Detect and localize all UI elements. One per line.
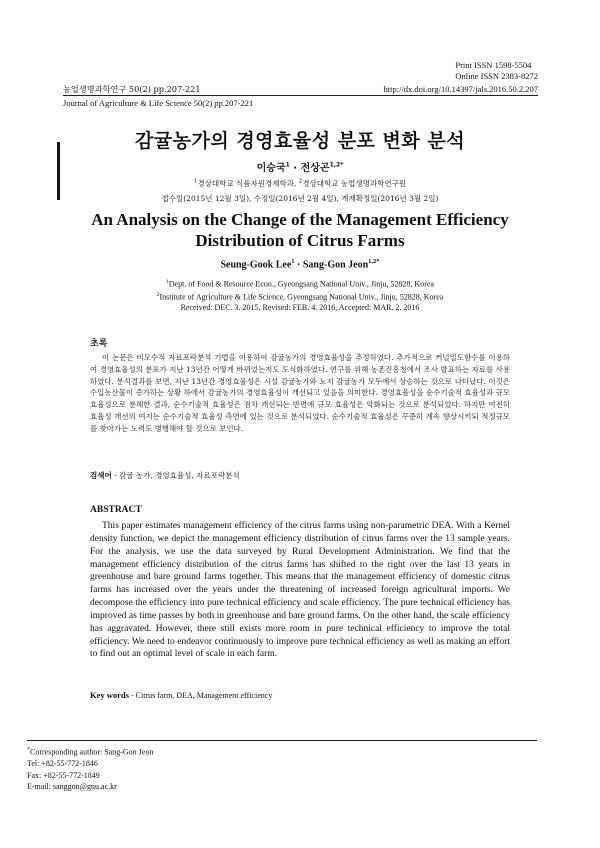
korean-abstract-heading: 초록	[90, 339, 108, 349]
english-affil-2: Institute of Agriculture & Life Science, Gyeongsang National Univ., Jinju, 52828, Korea	[159, 292, 444, 302]
corresponding-footnote	[27, 745, 153, 793]
english-author-2-sup: 1,2*	[368, 258, 380, 265]
english-keywords-label: Key words	[90, 690, 129, 700]
korean-author-2-sup: 1,2*	[329, 161, 344, 169]
english-author-sep: ·	[294, 259, 303, 271]
korean-affil-1: 경상대학교 식품자원경제학과,	[197, 179, 299, 188]
footnote-author-line	[27, 745, 153, 758]
english-abstract-body: This paper estimates management efficiency of the citrus farms using non-parametric DEA. With a Kernel density function, we depict the management efficiency distribution of citrus farms over the 13 sample years. For the analysis, we use the data surveyed by Rural Development Administration. We find that the management efficiency distribution of the citrus farms has shifted to the right over the last 13 years in greenhouse and bare ground farms together. This means that the management efficiency of domestic citrus farms has increased over the years under the threatening of increased foreign agricultural imports. We decompose the efficiency into pure technical efficiency and scale efficiency. The pure technical efficiency has improved as time passes by both in greenhouse and bare ground farms. On the other hand, the scale efficiency has aggravated. However, there still exists more room in pure technical efficiency to improve the total efficiency. We need to endeavor continuously to improve pure technical efficiency as well as making an effort to find out an optimal level of scale in each farm.	[90, 521, 510, 660]
english-abstract-heading: ABSTRACT	[90, 505, 142, 515]
footnote-fax: Fax: +82-55-772-1849	[27, 770, 100, 780]
header-rule	[63, 95, 538, 96]
footnote-rule	[27, 740, 537, 741]
english-title	[0, 209, 600, 251]
korean-author-1: 이승국	[256, 163, 286, 174]
footnote-sup: *	[27, 747, 30, 753]
english-authors	[0, 258, 600, 270]
korean-keywords-text: - 감귤 농가, 경영효율성, 자료포락분석	[111, 471, 240, 480]
korean-affil-1-sup: 1	[193, 178, 198, 185]
english-title-line-2: Distribution of Citrus Farms	[195, 231, 405, 250]
english-affil-2-line	[0, 290, 600, 303]
korean-affil-2-sup: 2	[298, 178, 303, 185]
online-issn: Online ISSN 2383-8272	[455, 71, 538, 81]
footnote-author: Corresponding author: Sang-Gon Jeon	[30, 747, 154, 757]
korean-abstract-body: 이 논문은 비모수적 자료포락분석 기법을 이용하여 감귤농가의 경영효율성을 추정하였다. 추가적으로 커널밀도함수를 이용하여 경영효율성의 분포가 지난 13년간 어떻게 바뀌었는지도 도식화하였다. 연구를 위해 농촌진흥청에서 조사 발표하는 자료를 사용하였다. 분석결과를 보면, 지난 13년간 경영효율성은 시설 감귤농가와 노지 감귤농가 모두에서 상승하는 것으로 나타났다. 이것은 수입농산물이 증가하는 상황 하에서 감귤농가의 경영효율성이 개선되고 있음을 의미한다. 경영효율성을 순수기술적 효율성과 규모 효율성으로 분해한 결과, 순수기술적 효율성은 점차 개선되는 반면에 규모 효율성은 악화되는 것으로 분석되었다. 하지만 여전히 효율성 개선의 여지는 순수기술적 효율성 측면에 있는 것으로 분석되었다. 순수기술적 효율성은 꾸준히 계속 향상시키되 적정규모를 찾아가는 노력도 병행해야 할 것으로 보인다.	[90, 353, 510, 433]
issn-block	[455, 60, 538, 82]
korean-dates: 접수일(2015년 12월 3일), 수정일(2016년 2월 4일), 게재확정일(2016년 3월 2일)	[161, 194, 439, 203]
footnote-email[interactable]: E-mail: sanggon@gnu.ac.kr	[27, 782, 117, 792]
english-author-1: Seung-Gook Lee	[220, 259, 292, 271]
korean-keywords	[90, 470, 240, 481]
korean-title: 감귤농가의 경영효율성 분포 변화 분석	[134, 130, 466, 152]
english-affil-2-sup: 2	[156, 291, 160, 298]
doi-link[interactable]: http://dx.doi.org/10.14397/jals.2016.50.2.207	[383, 84, 538, 94]
journal-en-line: Journal of Agriculture & Life Science 50(2) pp.207-221	[63, 98, 254, 108]
journal-kor-line: 농업생명과학연구 50(2) pp.207-221	[63, 84, 201, 94]
english-affil-1-sup: 1	[166, 279, 169, 285]
print-issn: Print ISSN 1598-5504	[455, 60, 532, 70]
english-affil-1: Dept. of Food & Resource Econ., Gyeongsang National Univ., Jinju, 52828, Korea	[168, 279, 434, 289]
english-affiliations	[0, 277, 600, 302]
korean-author-2: · 전상곤	[289, 163, 330, 174]
korean-author-1-sup: 1	[285, 161, 290, 169]
english-affil-1-line	[0, 277, 600, 290]
english-dates: Received: DEC. 3. 2015, Revised: FEB. 4. 2016, Accepted: MAR. 2. 2016	[180, 303, 420, 312]
english-author-1-sup: 1	[291, 258, 295, 265]
english-title-line-1: An Analysis on the Change of the Management Efficiency	[91, 210, 509, 229]
english-keywords	[90, 690, 272, 700]
korean-keywords-label: 검색어	[90, 471, 112, 480]
korean-affil-2: 경상대학교 농업생명과학연구원	[302, 179, 407, 188]
korean-authors	[0, 159, 600, 174]
korean-affiliations	[0, 178, 600, 189]
footnote-tel: Tel: +82-55-772-1846	[27, 759, 98, 769]
english-author-2: Sang-Gon Jeon	[302, 259, 369, 271]
english-keywords-text: - Citrus farm, DEA, Management efficiency	[128, 691, 273, 700]
